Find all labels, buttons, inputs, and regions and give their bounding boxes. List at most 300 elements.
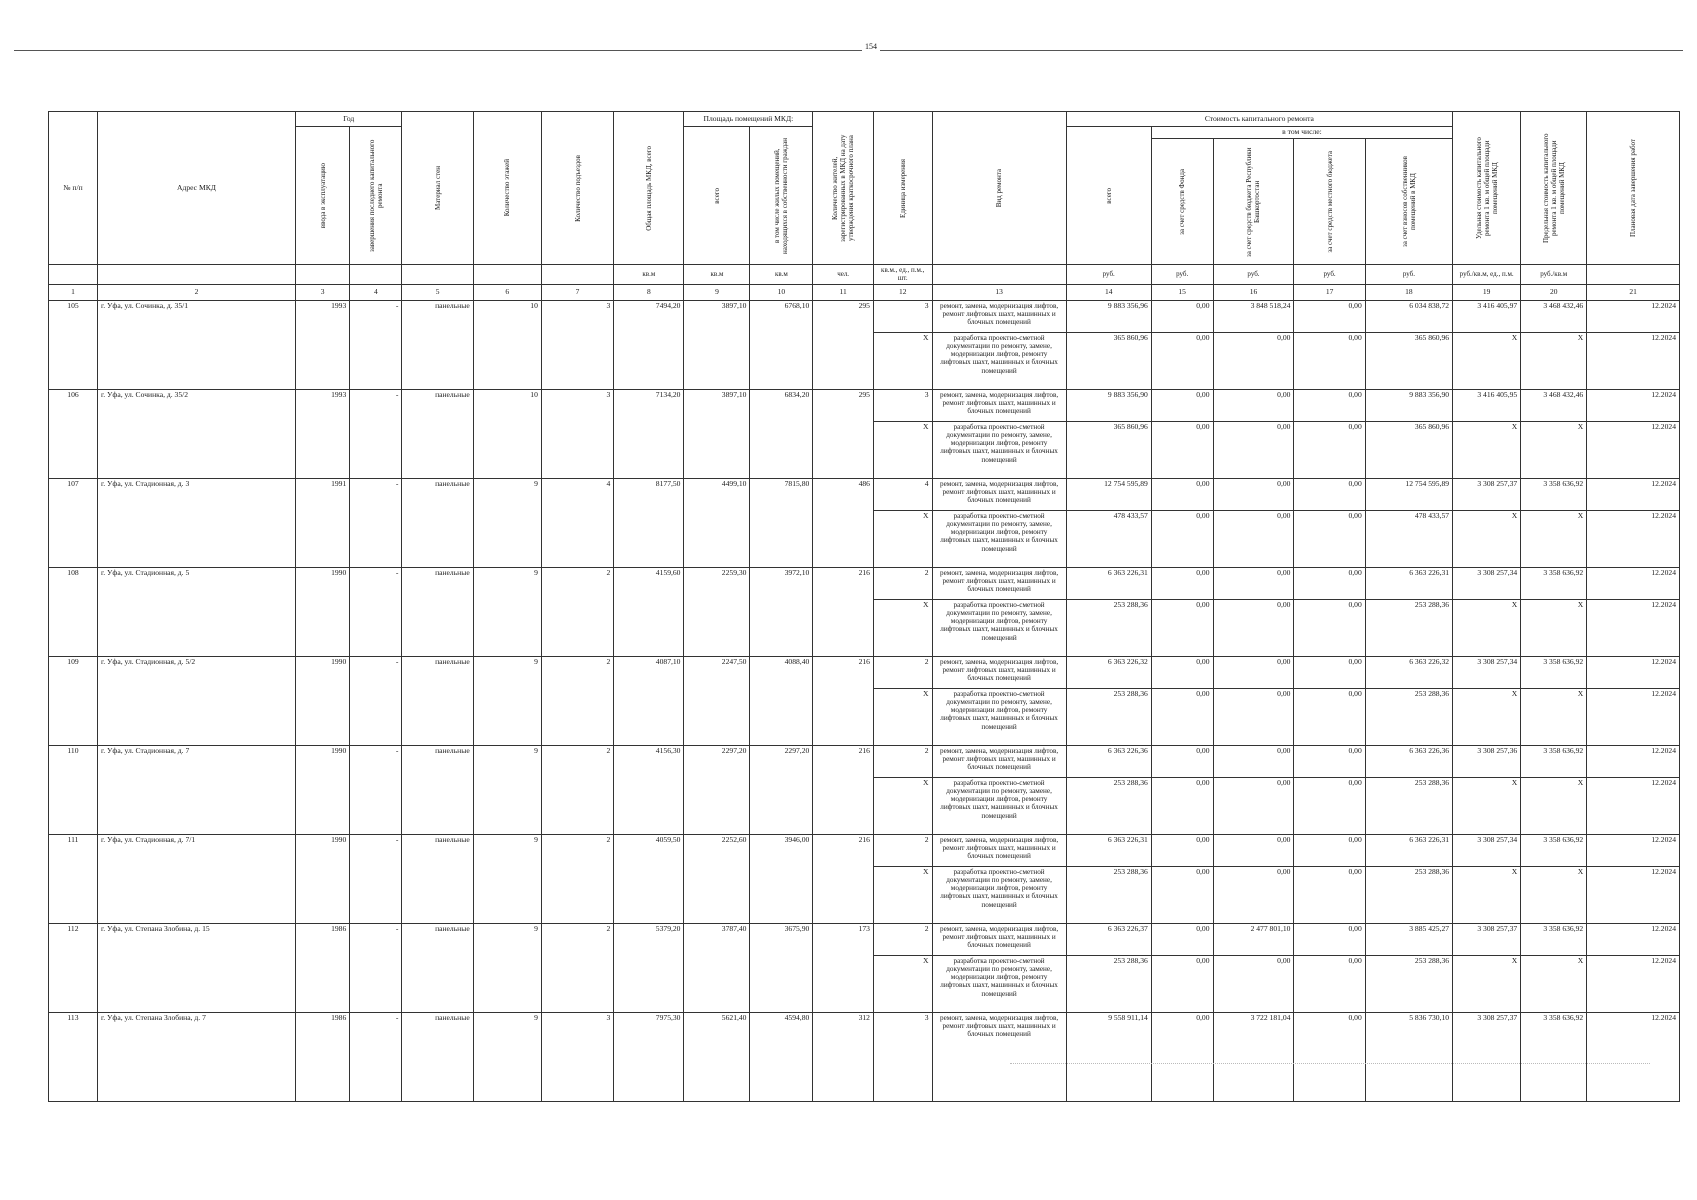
design-specific-cost: X <box>1453 421 1521 478</box>
design-cost-republic: 0,00 <box>1213 777 1294 834</box>
wall-material: панельные <box>402 656 473 745</box>
work-type: ремонт, замена, модернизация лифтов, ремонт лифтовых шахт, машинных и блочных помещений <box>932 745 1066 777</box>
house-address: г. Уфа, ул. Сочинка, д. 35/2 <box>97 389 295 478</box>
wall-material: панельные <box>402 389 473 478</box>
design-max-cost: X <box>1521 421 1587 478</box>
header-entrances: Количество подъездов <box>541 112 613 265</box>
header-deadline: Плановая дата завершения работ <box>1587 112 1680 265</box>
premises-total: 2247,50 <box>684 656 750 745</box>
col-number: 7 <box>541 284 613 300</box>
cost-fund: 0,00 <box>1151 656 1213 688</box>
header-cost-total: всего <box>1066 127 1151 265</box>
col-number: 15 <box>1151 284 1213 300</box>
header-year-last-repair: завершения последнего капитального ремонта <box>350 127 402 265</box>
max-cost: 3 358 636,92 <box>1521 656 1587 688</box>
design-cost-total: 253 288,36 <box>1066 777 1151 834</box>
design-cost-fund: 0,00 <box>1151 955 1213 1012</box>
total-area: 7975,30 <box>614 1012 684 1101</box>
cost-owners: 5 836 730,10 <box>1365 1012 1452 1101</box>
design-work-type: разработка проектно-сметной документации по ремонту, замене, модернизации лифтов, ремонту лифтовых шахт, машинных и блочных помещений <box>932 599 1066 656</box>
col-number: 13 <box>932 284 1066 300</box>
cost-owners: 3 885 425,27 <box>1365 923 1452 955</box>
col-number: 18 <box>1365 284 1452 300</box>
unit-premises-fees: кв.м <box>750 265 813 285</box>
table-row <box>49 300 1680 332</box>
work-quantity: 2 <box>873 834 932 866</box>
design-cost-republic: 0,00 <box>1213 866 1294 923</box>
design-cost-total: 253 288,36 <box>1066 955 1151 1012</box>
cost-local: 0,00 <box>1294 745 1365 777</box>
design-deadline: 12.2024 <box>1587 777 1680 834</box>
year-commission: 1991 <box>295 478 349 567</box>
design-specific-cost: X <box>1453 688 1521 745</box>
work-type: ремонт, замена, модернизация лифтов, ремонт лифтовых шахт, машинных и блочных помещений <box>932 478 1066 510</box>
work-quantity: 4 <box>873 478 932 510</box>
year-commission: 1990 <box>295 567 349 656</box>
header-cost-republic: за счет средств бюджета Республики Башкортостан <box>1213 139 1294 265</box>
header-year-commission: ввода в эксплуатацию <box>295 127 349 265</box>
max-cost: 3 358 636,92 <box>1521 567 1587 599</box>
cost-republic: 3 848 518,24 <box>1213 300 1294 332</box>
design-cost-owners: 365 860,96 <box>1365 332 1452 389</box>
design-deadline: 12.2024 <box>1587 688 1680 745</box>
design-deadline: 12.2024 <box>1587 866 1680 923</box>
premises-total: 3897,10 <box>684 389 750 478</box>
work-quantity: 2 <box>873 567 932 599</box>
cost-republic: 0,00 <box>1213 834 1294 866</box>
design-cost-local: 0,00 <box>1294 688 1365 745</box>
header-max-cost: Предельная стоимость капитального ремонта 1 кв. м общей площади помещений МКД <box>1521 112 1587 265</box>
house-number: 106 <box>49 389 98 478</box>
wall-material: панельные <box>402 300 473 389</box>
design-work-quantity: X <box>873 421 932 478</box>
wall-material: панельные <box>402 745 473 834</box>
year-commission: 1990 <box>295 834 349 923</box>
entrances-count: 3 <box>541 389 613 478</box>
header-work-type: Вид ремонта <box>932 112 1066 265</box>
scan-artifact-line <box>1010 1063 1650 1064</box>
house-address: г. Уфа, ул. Степана Злобина, д. 7 <box>97 1012 295 1101</box>
cost-fund: 0,00 <box>1151 567 1213 599</box>
design-cost-owners: 253 288,36 <box>1365 866 1452 923</box>
work-quantity: 3 <box>873 389 932 421</box>
premises-fees: 4088,40 <box>750 656 813 745</box>
cost-fund: 0,00 <box>1151 745 1213 777</box>
house-number: 107 <box>49 478 98 567</box>
header-specific-cost: Удельная стоимость капитального ремонта 1 кв. м общей площади помещений МКД <box>1453 112 1521 265</box>
design-cost-fund: 0,00 <box>1151 510 1213 567</box>
header-total-area: Общая площадь МКД, всего <box>614 112 684 265</box>
year-commission: 1990 <box>295 745 349 834</box>
design-cost-total: 253 288,36 <box>1066 688 1151 745</box>
header-premises-total: всего <box>684 127 750 265</box>
header-num: № п/п <box>49 112 98 265</box>
total-area: 7134,20 <box>614 389 684 478</box>
cost-fund: 0,00 <box>1151 1012 1213 1101</box>
house-address: г. Уфа, ул. Стадионная, д. 7/1 <box>97 834 295 923</box>
work-type: ремонт, замена, модернизация лифтов, ремонт лифтовых шахт, машинных и блочных помещений <box>932 1012 1066 1101</box>
col-number: 5 <box>402 284 473 300</box>
entrances-count: 2 <box>541 923 613 1012</box>
design-max-cost: X <box>1521 866 1587 923</box>
table-row <box>49 656 1680 688</box>
wall-material: панельные <box>402 834 473 923</box>
cost-owners: 12 754 595,89 <box>1365 478 1452 510</box>
residents-count: 216 <box>813 745 874 834</box>
deadline: 12.2024 <box>1587 478 1680 510</box>
house-number: 108 <box>49 567 98 656</box>
entrances-count: 4 <box>541 478 613 567</box>
header-address: Адрес МКД <box>97 112 295 265</box>
work-type: ремонт, замена, модернизация лифтов, ремонт лифтовых шахт, машинных и блочных помещений <box>932 923 1066 955</box>
design-cost-owners: 478 433,57 <box>1365 510 1452 567</box>
max-cost: 3 358 636,92 <box>1521 478 1587 510</box>
col-number: 10 <box>750 284 813 300</box>
premises-total: 3897,10 <box>684 300 750 389</box>
work-type: ремонт, замена, модернизация лифтов, ремонт лифтовых шахт, машинных и блочных помещений <box>932 656 1066 688</box>
design-cost-local: 0,00 <box>1294 421 1365 478</box>
design-cost-fund: 0,00 <box>1151 866 1213 923</box>
specific-cost: 3 308 257,34 <box>1453 656 1521 688</box>
cost-owners: 6 363 226,31 <box>1365 567 1452 599</box>
house-number: 110 <box>49 745 98 834</box>
design-deadline: 12.2024 <box>1587 599 1680 656</box>
unit-cost-fund: руб. <box>1151 265 1213 285</box>
design-cost-republic: 0,00 <box>1213 510 1294 567</box>
header-incl: в том числе: <box>1151 127 1452 139</box>
table-row <box>49 1012 1680 1101</box>
col-number: 3 <box>295 284 349 300</box>
design-work-quantity: X <box>873 332 932 389</box>
design-cost-fund: 0,00 <box>1151 421 1213 478</box>
cost-fund: 0,00 <box>1151 478 1213 510</box>
entrances-count: 2 <box>541 567 613 656</box>
total-area: 4059,50 <box>614 834 684 923</box>
cost-fund: 0,00 <box>1151 923 1213 955</box>
design-specific-cost: X <box>1453 599 1521 656</box>
cost-republic: 3 722 181,04 <box>1213 1012 1294 1101</box>
unit-cost-republic: руб. <box>1213 265 1294 285</box>
entrances-count: 2 <box>541 745 613 834</box>
floors-count: 9 <box>473 478 541 567</box>
design-max-cost: X <box>1521 955 1587 1012</box>
house-number: 113 <box>49 1012 98 1101</box>
unit-specific-cost: руб./кв.м, ед., п.м. <box>1453 265 1521 285</box>
design-cost-owners: 365 860,96 <box>1365 421 1452 478</box>
deadline: 12.2024 <box>1587 745 1680 777</box>
deadline: 12.2024 <box>1587 834 1680 866</box>
unit-residents: чел. <box>813 265 874 285</box>
cost-total: 12 754 595,89 <box>1066 478 1151 510</box>
col-number: 17 <box>1294 284 1365 300</box>
col-number: 6 <box>473 284 541 300</box>
cost-total: 9 883 356,96 <box>1066 300 1151 332</box>
work-quantity: 3 <box>873 300 932 332</box>
premises-fees: 4594,80 <box>750 1012 813 1101</box>
design-work-type: разработка проектно-сметной документации по ремонту, замене, модернизации лифтов, ремонту лифтовых шахт, машинных и блочных помещений <box>932 866 1066 923</box>
max-cost: 3 358 636,92 <box>1521 1012 1587 1101</box>
header-cost-owners: за счет взносов собственников помещений в МКД <box>1365 139 1452 265</box>
premises-fees: 3675,90 <box>750 923 813 1012</box>
header-wall-material: Материал стен <box>402 112 473 265</box>
unit-max-cost: руб./кв.м <box>1521 265 1587 285</box>
year-last-repair: - <box>350 389 402 478</box>
work-quantity: 2 <box>873 923 932 955</box>
max-cost: 3 468 432,46 <box>1521 389 1587 421</box>
col-number: 11 <box>813 284 874 300</box>
house-number: 105 <box>49 300 98 389</box>
design-work-type: разработка проектно-сметной документации по ремонту, замене, модернизации лифтов, ремонту лифтовых шахт, машинных и блочных помещений <box>932 510 1066 567</box>
premises-total: 2297,20 <box>684 745 750 834</box>
design-cost-republic: 0,00 <box>1213 599 1294 656</box>
unit-unit: кв.м., ед., п.м., шт. <box>873 265 932 285</box>
design-cost-local: 0,00 <box>1294 332 1365 389</box>
specific-cost: 3 308 257,34 <box>1453 834 1521 866</box>
wall-material: панельные <box>402 923 473 1012</box>
capital-repair-table <box>48 111 1680 1102</box>
cost-local: 0,00 <box>1294 923 1365 955</box>
design-deadline: 12.2024 <box>1587 332 1680 389</box>
column-numbers-row <box>49 284 1680 300</box>
design-cost-fund: 0,00 <box>1151 599 1213 656</box>
design-specific-cost: X <box>1453 510 1521 567</box>
unit-cost-local: руб. <box>1294 265 1365 285</box>
year-commission: 1993 <box>295 300 349 389</box>
cost-local: 0,00 <box>1294 389 1365 421</box>
house-number: 111 <box>49 834 98 923</box>
unit-premises-total: кв.м <box>684 265 750 285</box>
table-body <box>49 300 1680 1101</box>
premises-fees: 7815,80 <box>750 478 813 567</box>
premises-total: 2252,60 <box>684 834 750 923</box>
col-number: 21 <box>1587 284 1680 300</box>
design-specific-cost: X <box>1453 777 1521 834</box>
cost-local: 0,00 <box>1294 656 1365 688</box>
header-year-group: Год <box>295 112 401 127</box>
residents-count: 295 <box>813 300 874 389</box>
cost-owners: 6 034 838,72 <box>1365 300 1452 332</box>
residents-count: 216 <box>813 656 874 745</box>
wall-material: панельные <box>402 478 473 567</box>
design-max-cost: X <box>1521 688 1587 745</box>
entrances-count: 2 <box>541 834 613 923</box>
max-cost: 3 358 636,92 <box>1521 923 1587 955</box>
cost-republic: 0,00 <box>1213 389 1294 421</box>
specific-cost: 3 308 257,37 <box>1453 1012 1521 1101</box>
design-cost-total: 253 288,36 <box>1066 866 1151 923</box>
deadline: 12.2024 <box>1587 923 1680 955</box>
year-last-repair: - <box>350 567 402 656</box>
deadline: 12.2024 <box>1587 656 1680 688</box>
col-number: 12 <box>873 284 932 300</box>
entrances-count: 3 <box>541 1012 613 1101</box>
house-number: 112 <box>49 923 98 1012</box>
cost-republic: 2 477 801,10 <box>1213 923 1294 955</box>
cost-republic: 0,00 <box>1213 478 1294 510</box>
specific-cost: 3 308 257,34 <box>1453 567 1521 599</box>
header-unit: Единица измерения <box>873 112 932 265</box>
cost-owners: 6 363 226,32 <box>1365 656 1452 688</box>
work-type: ремонт, замена, модернизация лифтов, ремонт лифтовых шахт, машинных и блочных помещений <box>932 567 1066 599</box>
table-header <box>49 112 1680 301</box>
cost-local: 0,00 <box>1294 300 1365 332</box>
unit-cost-owners: руб. <box>1365 265 1452 285</box>
premises-total: 3787,40 <box>684 923 750 1012</box>
wall-material: панельные <box>402 567 473 656</box>
work-quantity: 3 <box>873 1012 932 1101</box>
premises-fees: 6768,10 <box>750 300 813 389</box>
cost-owners: 6 363 226,36 <box>1365 745 1452 777</box>
design-work-type: разработка проектно-сметной документации по ремонту, замене, модернизации лифтов, ремонту лифтовых шахт, машинных и блочных помещений <box>932 332 1066 389</box>
header-cost-local: за счет средств местного бюджета <box>1294 139 1365 265</box>
design-max-cost: X <box>1521 777 1587 834</box>
residents-count: 173 <box>813 923 874 1012</box>
premises-total: 4499,10 <box>684 478 750 567</box>
header-residents: Количество жителей, зарегистрированных в МКД на дату утверждения краткосрочного плана <box>813 112 874 265</box>
col-number: 16 <box>1213 284 1294 300</box>
design-specific-cost: X <box>1453 866 1521 923</box>
design-cost-owners: 253 288,36 <box>1365 688 1452 745</box>
design-cost-total: 253 288,36 <box>1066 599 1151 656</box>
work-quantity: 2 <box>873 745 932 777</box>
house-address: г. Уфа, ул. Степана Злобина, д. 15 <box>97 923 295 1012</box>
specific-cost: 3 308 257,36 <box>1453 745 1521 777</box>
total-area: 8177,50 <box>614 478 684 567</box>
specific-cost: 3 308 257,37 <box>1453 923 1521 955</box>
house-address: г. Уфа, ул. Стадионная, д. 3 <box>97 478 295 567</box>
cost-fund: 0,00 <box>1151 300 1213 332</box>
residents-count: 486 <box>813 478 874 567</box>
floors-count: 9 <box>473 1012 541 1101</box>
table-row <box>49 923 1680 955</box>
col-number: 9 <box>684 284 750 300</box>
floors-count: 9 <box>473 745 541 834</box>
work-quantity: 2 <box>873 656 932 688</box>
house-address: г. Уфа, ул. Сочинка, д. 35/1 <box>97 300 295 389</box>
premises-total: 2259,30 <box>684 567 750 656</box>
year-commission: 1993 <box>295 389 349 478</box>
col-number: 4 <box>350 284 402 300</box>
cost-total: 6 363 226,31 <box>1066 834 1151 866</box>
year-commission: 1990 <box>295 656 349 745</box>
page-number: 154 <box>862 42 880 51</box>
residents-count: 216 <box>813 834 874 923</box>
floors-count: 9 <box>473 656 541 745</box>
floors-count: 10 <box>473 300 541 389</box>
design-cost-local: 0,00 <box>1294 955 1365 1012</box>
design-max-cost: X <box>1521 332 1587 389</box>
specific-cost: 3 416 405,97 <box>1453 300 1521 332</box>
cost-total: 9 883 356,90 <box>1066 389 1151 421</box>
design-work-quantity: X <box>873 510 932 567</box>
design-cost-total: 365 860,96 <box>1066 421 1151 478</box>
year-last-repair: - <box>350 478 402 567</box>
design-cost-total: 365 860,96 <box>1066 332 1151 389</box>
col-number: 14 <box>1066 284 1151 300</box>
design-deadline: 12.2024 <box>1587 955 1680 1012</box>
total-area: 4159,60 <box>614 567 684 656</box>
design-work-quantity: X <box>873 599 932 656</box>
design-cost-fund: 0,00 <box>1151 777 1213 834</box>
page-top-rule <box>14 50 1683 51</box>
cost-local: 0,00 <box>1294 478 1365 510</box>
residents-count: 216 <box>813 567 874 656</box>
design-cost-local: 0,00 <box>1294 599 1365 656</box>
cost-republic: 0,00 <box>1213 656 1294 688</box>
design-specific-cost: X <box>1453 332 1521 389</box>
work-type: ремонт, замена, модернизация лифтов, ремонт лифтовых шахт, машинных и блочных помещений <box>932 834 1066 866</box>
max-cost: 3 358 636,92 <box>1521 834 1587 866</box>
max-cost: 3 358 636,92 <box>1521 745 1587 777</box>
premises-fees: 6834,20 <box>750 389 813 478</box>
house-number: 109 <box>49 656 98 745</box>
year-last-repair: - <box>350 834 402 923</box>
design-cost-local: 0,00 <box>1294 510 1365 567</box>
year-commission: 1986 <box>295 923 349 1012</box>
cost-owners: 6 363 226,31 <box>1365 834 1452 866</box>
design-specific-cost: X <box>1453 955 1521 1012</box>
premises-fees: 2297,20 <box>750 745 813 834</box>
year-last-repair: - <box>350 923 402 1012</box>
cost-republic: 0,00 <box>1213 745 1294 777</box>
design-cost-fund: 0,00 <box>1151 332 1213 389</box>
year-last-repair: - <box>350 300 402 389</box>
floors-count: 9 <box>473 923 541 1012</box>
col-number: 20 <box>1521 284 1587 300</box>
total-area: 5379,20 <box>614 923 684 1012</box>
year-last-repair: - <box>350 1012 402 1101</box>
design-cost-republic: 0,00 <box>1213 955 1294 1012</box>
wall-material: панельные <box>402 1012 473 1101</box>
residents-count: 295 <box>813 389 874 478</box>
units-row <box>49 265 1680 285</box>
design-deadline: 12.2024 <box>1587 510 1680 567</box>
residents-count: 312 <box>813 1012 874 1101</box>
premises-fees: 3946,00 <box>750 834 813 923</box>
cost-total: 9 558 911,14 <box>1066 1012 1151 1101</box>
header-cost-fund: за счет средств Фонда <box>1151 139 1213 265</box>
col-number: 8 <box>614 284 684 300</box>
design-deadline: 12.2024 <box>1587 421 1680 478</box>
total-area: 7494,20 <box>614 300 684 389</box>
design-work-quantity: X <box>873 777 932 834</box>
deadline: 12.2024 <box>1587 300 1680 332</box>
design-max-cost: X <box>1521 599 1587 656</box>
cost-fund: 0,00 <box>1151 389 1213 421</box>
work-type: ремонт, замена, модернизация лифтов, ремонт лифтовых шахт, машинных и блочных помещений <box>932 300 1066 332</box>
design-max-cost: X <box>1521 510 1587 567</box>
design-work-quantity: X <box>873 955 932 1012</box>
entrances-count: 3 <box>541 300 613 389</box>
deadline: 12.2024 <box>1587 1012 1680 1101</box>
cost-local: 0,00 <box>1294 834 1365 866</box>
entrances-count: 2 <box>541 656 613 745</box>
design-work-quantity: X <box>873 688 932 745</box>
year-last-repair: - <box>350 745 402 834</box>
cost-total: 6 363 226,31 <box>1066 567 1151 599</box>
design-cost-local: 0,00 <box>1294 777 1365 834</box>
design-cost-total: 478 433,57 <box>1066 510 1151 567</box>
design-cost-republic: 0,00 <box>1213 421 1294 478</box>
house-address: г. Уфа, ул. Стадионная, д. 5 <box>97 567 295 656</box>
deadline: 12.2024 <box>1587 389 1680 421</box>
design-work-type: разработка проектно-сметной документации по ремонту, замене, модернизации лифтов, ремонту лифтовых шахт, машинных и блочных помещений <box>932 688 1066 745</box>
header-cost-group: Стоимость капитального ремонта <box>1066 112 1452 127</box>
header-premises-fees: в том числе жилых помещений, находящихся в собственности граждан <box>750 127 813 265</box>
cost-local: 0,00 <box>1294 567 1365 599</box>
header-premises-group: Площадь помещений МКД: <box>684 112 813 127</box>
unit-cost-total: руб. <box>1066 265 1151 285</box>
